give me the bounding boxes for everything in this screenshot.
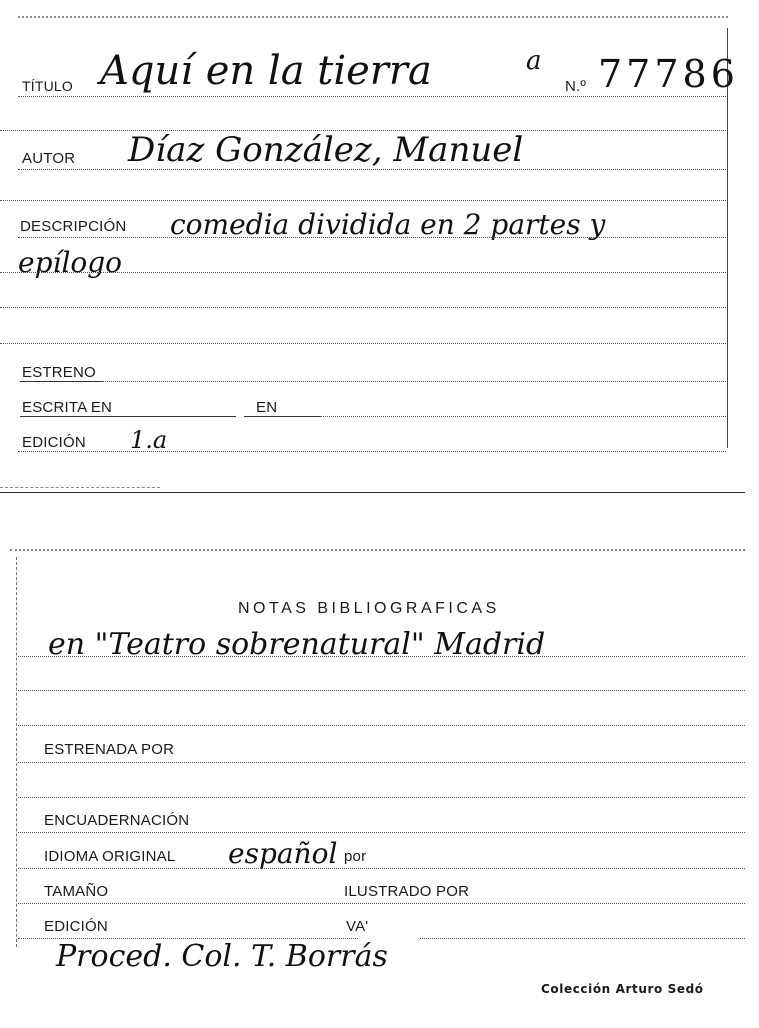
- rule-edicion-2b: [420, 938, 745, 939]
- value-descripcion-line1: comedia dividida en 2 partes y: [170, 208, 606, 241]
- label-escrita-en: ESCRITA EN: [22, 399, 113, 416]
- value-numero: 77786: [598, 52, 739, 96]
- value-mark: a: [526, 46, 542, 76]
- rule-estreno: [102, 381, 726, 382]
- label-titulo: TÍTULO: [22, 78, 73, 94]
- catalog-card-top: [0, 0, 759, 495]
- underline-estreno: [20, 381, 102, 382]
- rule-autor: [18, 169, 726, 170]
- rule-3: [0, 200, 726, 201]
- rule-en: [320, 416, 726, 417]
- left-border: [16, 557, 17, 947]
- top-border: [18, 16, 728, 18]
- value-edicion: 1.a: [130, 426, 168, 454]
- value-notes-line1: en "Teatro sobrenatural" Madrid: [48, 627, 546, 662]
- rule-idioma: [18, 868, 745, 869]
- collection-footer: Colección Arturo Sedó: [541, 982, 704, 996]
- value-idioma-original: español: [228, 837, 338, 870]
- rule-descripcion: [18, 237, 726, 238]
- label-va: VA': [346, 918, 369, 935]
- value-descripcion-line2: epílogo: [18, 246, 123, 279]
- label-encuadernacion: ENCUADERNACIÓN: [44, 812, 190, 829]
- value-titulo: Aquí en la tierra: [100, 48, 432, 94]
- value-procedencia: Proced. Col. T. Borrás: [56, 939, 388, 974]
- rule-titulo: [18, 96, 726, 97]
- label-tamano: TAMAÑO: [44, 883, 109, 900]
- label-ilustrado-por: ILUSTRADO POR: [344, 883, 470, 900]
- label-edicion-2: EDICIÓN: [44, 918, 108, 935]
- card-edge-dash: [0, 487, 160, 488]
- label-en: EN: [256, 399, 278, 416]
- underline-escrita-en: [20, 416, 236, 417]
- card-edge: [0, 492, 745, 493]
- rule-5: [0, 307, 726, 308]
- rule-estrenada-por: [18, 762, 745, 763]
- rule-6: [0, 343, 726, 344]
- label-numero: N.º: [565, 78, 587, 95]
- catalog-card-bottom: [0, 535, 759, 1028]
- label-edicion: EDICIÓN: [22, 434, 86, 451]
- rule-tamano: [18, 903, 745, 904]
- rule-edicion: [18, 451, 726, 452]
- label-descripcion: DESCRIPCIÓN: [20, 218, 127, 235]
- label-estrenada-por: ESTRENADA POR: [44, 741, 175, 758]
- notas-heading: NOTAS BIBLIOGRAFICAS: [238, 600, 500, 617]
- rule-notes-1: [18, 656, 745, 657]
- rule-notes-2: [18, 690, 745, 691]
- underline-en: [244, 416, 320, 417]
- bottom-card-top-border: [10, 549, 745, 551]
- label-estreno: ESTRENO: [22, 364, 96, 381]
- rule-encuadernacion: [18, 832, 745, 833]
- rule-blank: [18, 797, 745, 798]
- label-idioma-original: IDIOMA ORIGINAL: [44, 848, 176, 865]
- label-por: por: [344, 848, 367, 865]
- label-autor: AUTOR: [22, 150, 76, 167]
- value-autor: Díaz González, Manuel: [128, 130, 524, 170]
- rule-4: [0, 272, 726, 273]
- rule-notes-3: [18, 725, 745, 726]
